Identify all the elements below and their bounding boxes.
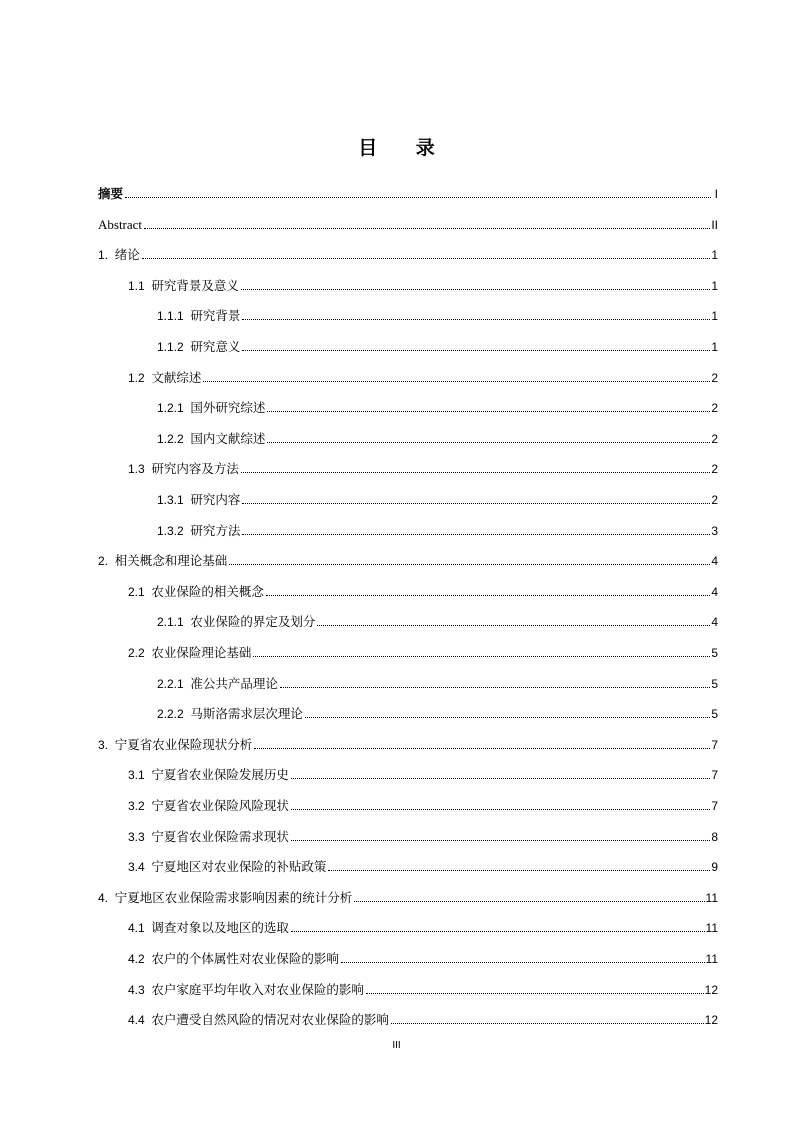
toc-entry-number: 3.1 <box>128 768 145 783</box>
toc-entry-label: 宁夏省农业保险现状分析 <box>114 736 253 752</box>
toc-entry-number: 1.2.2 <box>157 431 184 446</box>
toc-entry-number: 2. <box>98 554 109 569</box>
toc-entry-label: 农户的个体属性对农业保险的影响 <box>151 951 339 966</box>
toc-entry[interactable] <box>128 855 718 875</box>
toc-entry-number: 1.3.2 <box>157 523 184 538</box>
toc-entry[interactable] <box>128 794 718 814</box>
toc-dot-leader <box>341 961 705 963</box>
toc-entry[interactable] <box>98 182 718 202</box>
toc-dot-leader <box>242 318 710 320</box>
toc-dot-leader <box>291 777 710 779</box>
toc-dot-leader <box>125 196 711 198</box>
toc-entry-number: 4.1 <box>128 921 145 936</box>
toc-dot-leader <box>291 808 710 810</box>
toc-entry-page: II <box>711 217 718 232</box>
toc-entry[interactable] <box>128 825 718 845</box>
toc-entry-number: 2.2 <box>128 646 145 660</box>
toc-entry[interactable] <box>128 947 718 967</box>
toc-entry[interactable] <box>128 1008 718 1028</box>
toc-dot-leader <box>242 533 710 535</box>
toc-entry-page: 2 <box>711 370 718 385</box>
toc-entry-number: 1.3.1 <box>157 493 184 507</box>
toc-entry-number: 4. <box>98 890 109 905</box>
toc-entry-label: 准公共产品理论 <box>190 675 278 691</box>
toc-dot-leader <box>280 686 710 688</box>
toc-entry[interactable] <box>98 733 718 753</box>
toc-dot-leader <box>241 471 710 473</box>
toc-entry-label: 农业保险的相关概念 <box>151 583 264 599</box>
toc-entry-label: 相关概念和理论基础 <box>114 553 228 569</box>
toc-title: 目 录 <box>358 137 451 159</box>
toc-entry-label: 研究背景及意义 <box>151 277 239 293</box>
toc-entry-page: 1 <box>711 278 718 293</box>
toc-dot-leader <box>305 716 710 718</box>
toc-entry[interactable] <box>157 488 718 508</box>
toc-entry-page: 9 <box>711 860 718 875</box>
toc-entry-page: 7 <box>711 768 718 783</box>
toc-entry-number: 2.1.1 <box>157 615 184 630</box>
toc-entry-label: 宁夏地区对农业保险的补贴政策 <box>151 859 327 875</box>
toc-entry[interactable] <box>128 641 718 661</box>
toc-entry-page: 4 <box>711 584 718 599</box>
toc-entry-label: 文献综述 <box>151 369 202 385</box>
toc-entry[interactable] <box>128 978 718 998</box>
toc-entry-number: 1.1 <box>128 278 145 293</box>
toc-entry-label: 宁夏省农业保险风险现状 <box>151 798 289 813</box>
toc-entry[interactable] <box>157 335 718 355</box>
toc-entry-label: 研究意义 <box>190 339 241 354</box>
toc-entry[interactable] <box>157 672 718 692</box>
toc-entry-number: 1.1.1 <box>157 309 184 324</box>
toc-dot-leader <box>266 594 710 596</box>
toc-entry[interactable] <box>157 396 718 416</box>
toc-entry-label: 研究背景 <box>190 308 241 324</box>
toc-entry-label: 宁夏省农业保险需求现状 <box>151 828 289 844</box>
toc-entry-page: 7 <box>711 737 718 752</box>
toc-dot-leader <box>242 502 710 504</box>
toc-dot-leader <box>354 900 704 902</box>
toc-entry-page: 12 <box>704 982 718 997</box>
toc-entry-label: 摘要 <box>98 186 124 201</box>
toc-entry-page: 4 <box>711 554 718 569</box>
toc-entry[interactable] <box>98 213 718 233</box>
toc-dot-leader <box>203 380 710 382</box>
toc-entry-page: 4 <box>711 615 718 630</box>
toc-entry-page: 2 <box>711 493 718 507</box>
toc-entry-label: 农户家庭平均年收入对农业保险的影响 <box>151 981 364 997</box>
toc-entry-page: 2 <box>711 401 718 416</box>
toc-entry-label: 国内文献综述 <box>190 430 266 446</box>
toc-dot-leader <box>242 349 710 351</box>
toc-entry-label: 研究内容 <box>190 492 241 507</box>
toc-entry-number: 2.2.1 <box>157 676 184 691</box>
toc-entry-label: 调查对象以及地区的选取 <box>151 920 289 936</box>
toc-dot-leader <box>267 410 710 412</box>
toc-dot-leader <box>328 869 710 871</box>
toc-entry-label: 宁夏地区农业保险需求影响因素的统计分析 <box>114 889 353 905</box>
toc-entry-number: 1.2.1 <box>157 401 184 416</box>
toc-dot-leader <box>144 227 710 229</box>
toc-dot-leader <box>366 992 704 994</box>
toc-entry-page: 5 <box>711 707 718 722</box>
toc-entry[interactable] <box>98 886 718 906</box>
toc-entry-label: 马斯洛需求层次理论 <box>190 706 303 722</box>
toc-entry-page: 1 <box>711 248 718 263</box>
toc-dot-leader <box>142 257 711 259</box>
toc-dot-leader <box>253 655 710 657</box>
toc-entry-page: 2 <box>711 462 718 477</box>
toc-entry-number: 3.3 <box>128 829 145 844</box>
toc-dot-leader <box>391 1022 704 1024</box>
toc-entry-number: 3. <box>98 737 109 752</box>
toc-entry-page: 11 <box>705 890 718 905</box>
toc-entry[interactable] <box>128 580 718 600</box>
toc-entry-number: 1.3 <box>128 462 145 477</box>
toc-entry-page: 11 <box>705 921 718 936</box>
page-number: III <box>392 1040 401 1051</box>
toc-entry-page: 5 <box>711 646 718 660</box>
toc-entry-label: 农业保险的界定及划分 <box>190 614 316 630</box>
toc-dot-leader <box>241 288 710 290</box>
toc-entry-number: 4.3 <box>128 982 145 997</box>
toc-entry-number: 1.1.2 <box>157 340 184 354</box>
toc-entry-label: 农业保险理论基础 <box>151 645 252 660</box>
toc-entry-number: 3.2 <box>128 799 145 813</box>
toc-entry-number: 2.2.2 <box>157 707 184 722</box>
toc-entry-page: I <box>714 187 718 201</box>
toc-entry-number: 4.2 <box>128 952 145 966</box>
toc-dot-leader <box>267 441 710 443</box>
toc-entry[interactable] <box>128 274 718 294</box>
toc-entry-label: 研究内容及方法 <box>151 461 239 477</box>
toc-entry-page: 11 <box>705 952 718 966</box>
toc-entry-page: 2 <box>711 431 718 446</box>
toc-entry-page: 1 <box>711 340 718 354</box>
toc-entry-number: 2.1 <box>128 584 145 599</box>
toc-entry-number: 1. <box>98 248 109 263</box>
toc-entry-number: 3.4 <box>128 860 145 875</box>
toc-entry[interactable] <box>157 702 718 722</box>
toc-entry-page: 12 <box>704 1013 718 1028</box>
toc-entry[interactable] <box>128 763 718 783</box>
toc-entry[interactable] <box>98 549 718 569</box>
toc-entry-page: 7 <box>711 799 718 813</box>
toc-dot-leader <box>291 930 705 932</box>
toc-dot-leader <box>229 563 710 565</box>
toc-entry-page: 8 <box>711 829 718 844</box>
toc-entry-label: 研究方法 <box>190 522 241 538</box>
toc-entry-page: 3 <box>711 523 718 538</box>
toc-dot-leader <box>291 839 710 841</box>
toc-entry-page: 1 <box>711 309 718 324</box>
toc-dot-leader <box>317 624 710 626</box>
toc-entry-label: 国外研究综述 <box>190 400 266 416</box>
toc-entry[interactable] <box>128 916 718 936</box>
toc-entry-label: 绪论 <box>114 247 140 263</box>
toc-entry[interactable] <box>157 610 718 630</box>
toc-entry-label: 农户遭受自然风险的情况对农业保险的影响 <box>151 1012 389 1028</box>
toc-entry-number: 4.4 <box>128 1013 145 1028</box>
toc-entry[interactable] <box>98 243 718 263</box>
toc-entry-label: 宁夏省农业保险发展历史 <box>151 767 289 783</box>
toc-entry[interactable] <box>128 457 718 477</box>
toc-entry-number: 1.2 <box>128 370 145 385</box>
toc-entry-label: Abstract <box>98 216 143 232</box>
toc-entry[interactable] <box>157 519 718 539</box>
toc-entry-page: 5 <box>711 676 718 691</box>
toc-entry[interactable] <box>128 366 718 386</box>
toc-entry[interactable] <box>157 427 718 447</box>
toc-dot-leader <box>254 747 710 749</box>
toc-entry[interactable] <box>157 304 718 324</box>
